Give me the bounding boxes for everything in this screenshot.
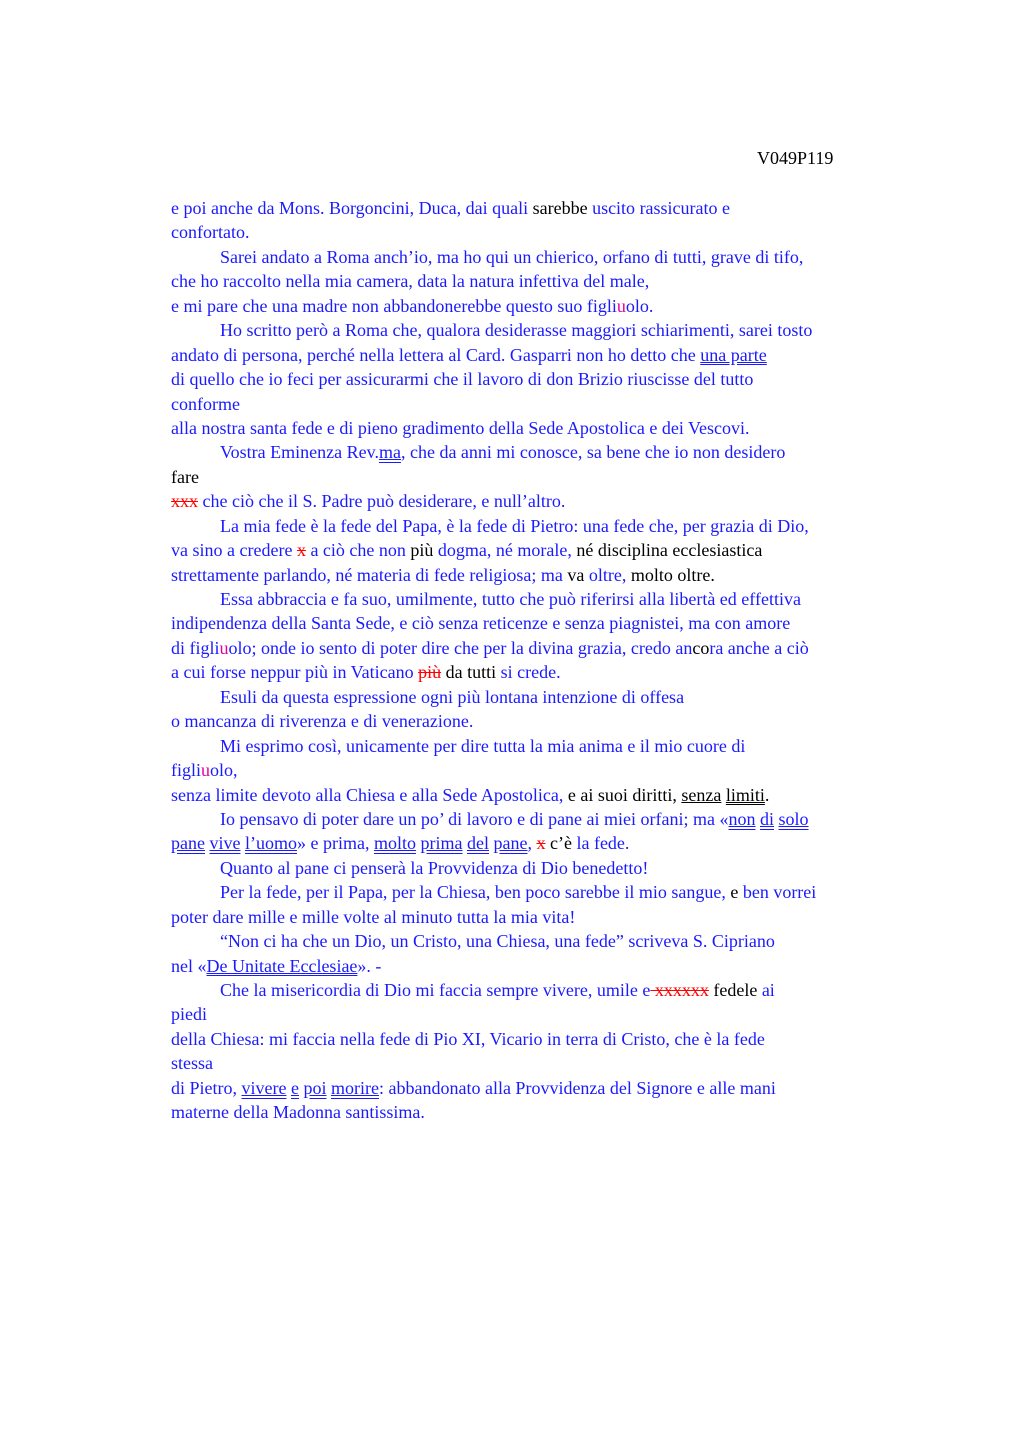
text-segment: ben vorrei xyxy=(738,882,817,903)
text-segment: Ho scritto però a Roma che, qualora desiderasse maggiori schiarimenti, sarei tosto xyxy=(220,320,813,341)
text-line xyxy=(171,538,916,562)
text-line xyxy=(171,514,916,538)
page-reference: V049P119 xyxy=(757,148,834,168)
text-line xyxy=(171,880,916,904)
text-segment: confortato. xyxy=(171,222,250,243)
text-segment: olo, xyxy=(210,760,238,781)
text-segment: molto oltre. xyxy=(630,564,715,585)
text-line xyxy=(171,416,916,440)
underlined-text: senza xyxy=(681,784,722,805)
text-line xyxy=(171,709,916,733)
underlined-text: De Unitate Ecclesiae xyxy=(206,955,358,976)
text-segment: va xyxy=(567,564,585,585)
underlined-text: pane xyxy=(493,833,528,854)
text-line xyxy=(171,587,916,611)
text-line xyxy=(171,294,916,318)
text-segment: sarebbe xyxy=(532,198,588,218)
text-segment: fare xyxy=(171,466,199,487)
text-segment: , che da anni mi conosce, sa bene che io non desidero xyxy=(400,442,786,463)
text-segment: poter dare mille e mille volte al minuto tutta la mia vita! xyxy=(171,906,576,927)
text-segment: di Pietro, xyxy=(171,1077,242,1098)
text-line xyxy=(171,367,916,391)
text-segment: uscito xyxy=(587,198,640,218)
text-line xyxy=(171,978,916,1002)
text-segment: nel « xyxy=(171,955,207,976)
text-line xyxy=(171,1100,916,1124)
text-line xyxy=(171,1002,916,1026)
text-segment: rassicurato e xyxy=(639,198,731,218)
text-segment: materne della Madonna santissima. xyxy=(171,1102,425,1123)
text-segment: alla nostra santa fede e di pieno gradimento della Sede Apostolica e dei Vescovi. xyxy=(171,417,750,438)
deleted-text: x xyxy=(536,833,546,854)
text-segment: La mia fede è la fede del Papa, è la fede di Pietro: una fede che, per grazia di Dio, xyxy=(220,515,809,536)
text-segment: » e prima, xyxy=(296,833,374,854)
text-segment: “Non ci ha che un Dio, un Cristo, una Chiesa, una fede” scriveva S. Cipriano xyxy=(220,931,775,952)
text-line xyxy=(171,440,916,464)
text-line xyxy=(171,734,916,758)
text-line xyxy=(171,758,916,782)
text-line xyxy=(171,611,916,635)
text-segment: ra anche a ciò xyxy=(709,637,809,658)
text-segment: e xyxy=(730,882,739,903)
text-segment: u xyxy=(616,295,626,316)
text-segment: Io pensavo di poter dare un po’ di lavoro e di pane ai miei orfani; ma « xyxy=(220,808,729,829)
text-segment: u xyxy=(219,637,229,658)
text-segment: o mancanza di riverenza e di venerazione. xyxy=(171,711,474,732)
text-segment: che ciò che il S. Padre può desiderare, e null’altro. xyxy=(198,491,566,512)
text-segment: , xyxy=(527,833,537,854)
underlined-text: una parte xyxy=(700,344,767,365)
text-line xyxy=(171,465,916,489)
text-segment: a ciò che non xyxy=(305,540,411,561)
underlined-text: non xyxy=(728,808,756,829)
underlined-text: limiti xyxy=(725,784,765,805)
text-segment: olo. xyxy=(625,295,654,316)
text-line xyxy=(171,1051,916,1075)
text-segment: strettamente parlando, né materia di fede religiosa; ma xyxy=(171,564,568,585)
text-segment: Vostra Eminenza Rev. xyxy=(220,442,379,463)
text-segment: c’è xyxy=(545,833,577,854)
text-segment: conforme xyxy=(171,393,240,414)
underlined-text: del xyxy=(466,833,489,854)
text-line xyxy=(171,1027,916,1051)
text-segment: e ai suoi diritti, xyxy=(567,784,682,805)
text-segment: fedele xyxy=(708,980,758,1000)
text-line xyxy=(171,245,916,269)
underlined-text: solo xyxy=(778,808,809,829)
text-segment: Quanto al pane ci penserà la Provvidenza di Dio benedetto! xyxy=(220,857,649,878)
text-segment: stessa xyxy=(171,1053,213,1074)
underlined-text: morire xyxy=(331,1077,379,1098)
underlined-text: l’uomo xyxy=(244,833,297,854)
text-line xyxy=(171,269,916,293)
text-segment: si crede. xyxy=(500,662,561,683)
text-segment: andato di persona, perché nella lettera al Card. Gasparri non ho detto che xyxy=(171,344,701,365)
text-segment: Che la misericordia di Dio mi faccia sempre vivere, umile e xyxy=(220,980,651,1000)
text-segment: a cui forse neppur più in Vaticano xyxy=(171,662,419,683)
text-line xyxy=(171,831,916,855)
text-line xyxy=(171,929,916,953)
text-segment: u xyxy=(201,760,210,781)
text-line xyxy=(171,196,916,220)
text-line xyxy=(171,856,916,880)
text-segment: Per la fede, per il Papa, per la Chiesa, ben poco sarebbe il mio sangue, xyxy=(220,882,731,903)
underlined-text: e xyxy=(290,1077,299,1098)
deleted-text: x xyxy=(296,540,306,561)
text-line xyxy=(171,685,916,709)
letter-body xyxy=(171,196,916,1125)
text-segment: Mi esprimo così, unicamente per dire tutta la mia anima e il mio cuore di xyxy=(220,735,746,756)
text-segment: di quello che io feci per assicurarmi che il lavoro di don Brizio riuscisse del tutto xyxy=(171,369,754,390)
text-segment: Sarei andato a Roma anch’io, ma ho qui un chierico, orfano di tutti, grave di tifo, xyxy=(220,246,804,267)
text-segment: : abbandonato alla Provvidenza del Signore e alle mani xyxy=(378,1077,776,1098)
text-segment: ». - xyxy=(357,955,382,976)
text-segment: da tutti xyxy=(441,662,501,683)
deleted-text: xxx xyxy=(171,491,198,512)
underlined-text: ma xyxy=(378,442,401,463)
text-line xyxy=(171,954,916,978)
text-segment: senza limite devoto alla Chiesa e alla Sede Apostolica, xyxy=(171,784,568,805)
text-segment: . xyxy=(764,784,770,805)
text-segment: che ho raccolto nella mia camera, data la natura infettiva del male, xyxy=(171,271,650,292)
text-line xyxy=(171,563,916,587)
deleted-text: xxxxxx xyxy=(650,980,709,1000)
text-segment: Essa abbraccia e fa suo, umilmente, tutto che può riferirsi alla libertà ed effettiva xyxy=(220,589,801,609)
text-line xyxy=(171,489,916,513)
deleted-text: più xyxy=(418,662,442,683)
text-segment: oltre, xyxy=(584,564,631,585)
underlined-text: di xyxy=(760,808,775,829)
text-segment: e mi pare che una madre non abbandonerebbe questo suo figli xyxy=(171,295,617,316)
underlined-text: vivere xyxy=(241,1077,287,1098)
text-line xyxy=(171,660,916,684)
underlined-text: molto xyxy=(373,833,416,854)
text-line xyxy=(171,318,916,342)
text-segment: e poi anche da Mons. Borgoncini, Duca, dai quali xyxy=(171,198,533,218)
text-segment: Esuli da questa espressione ogni più lontana intenzione di offesa xyxy=(220,686,685,707)
text-segment: piedi xyxy=(171,1004,207,1025)
text-line xyxy=(171,807,916,831)
text-line xyxy=(171,905,916,929)
text-segment: figli xyxy=(171,760,201,781)
underlined-text: pane xyxy=(171,833,205,854)
text-segment: co xyxy=(692,637,710,658)
underlined-text: vive xyxy=(209,833,241,854)
text-line xyxy=(171,220,916,244)
text-segment: indipendenza della Santa Sede, e ciò senza reticenze e senza piagnistei, ma con amore xyxy=(171,613,791,634)
text-segment: la fede. xyxy=(576,833,630,854)
text-segment: della Chiesa: mi faccia nella fede di Pio XI, Vicario in terra di Cristo, che è la fede xyxy=(171,1028,765,1049)
text-segment: dogma, né morale, xyxy=(433,540,577,561)
text-segment: né disciplina ecclesiastica xyxy=(576,540,763,561)
text-line xyxy=(171,1076,916,1100)
text-line xyxy=(171,343,916,367)
text-segment: va sino a credere xyxy=(171,540,297,561)
text-line xyxy=(171,783,916,807)
text-segment: più xyxy=(410,540,434,561)
text-segment: ai xyxy=(757,980,775,1000)
underlined-text: prima xyxy=(420,833,463,854)
text-line xyxy=(171,636,916,660)
text-segment: olo; onde io sento di poter dire che per la divina grazia, credo an xyxy=(228,637,693,658)
text-segment: di figli xyxy=(171,637,220,658)
underlined-text: poi xyxy=(303,1077,327,1098)
text-line xyxy=(171,392,916,416)
